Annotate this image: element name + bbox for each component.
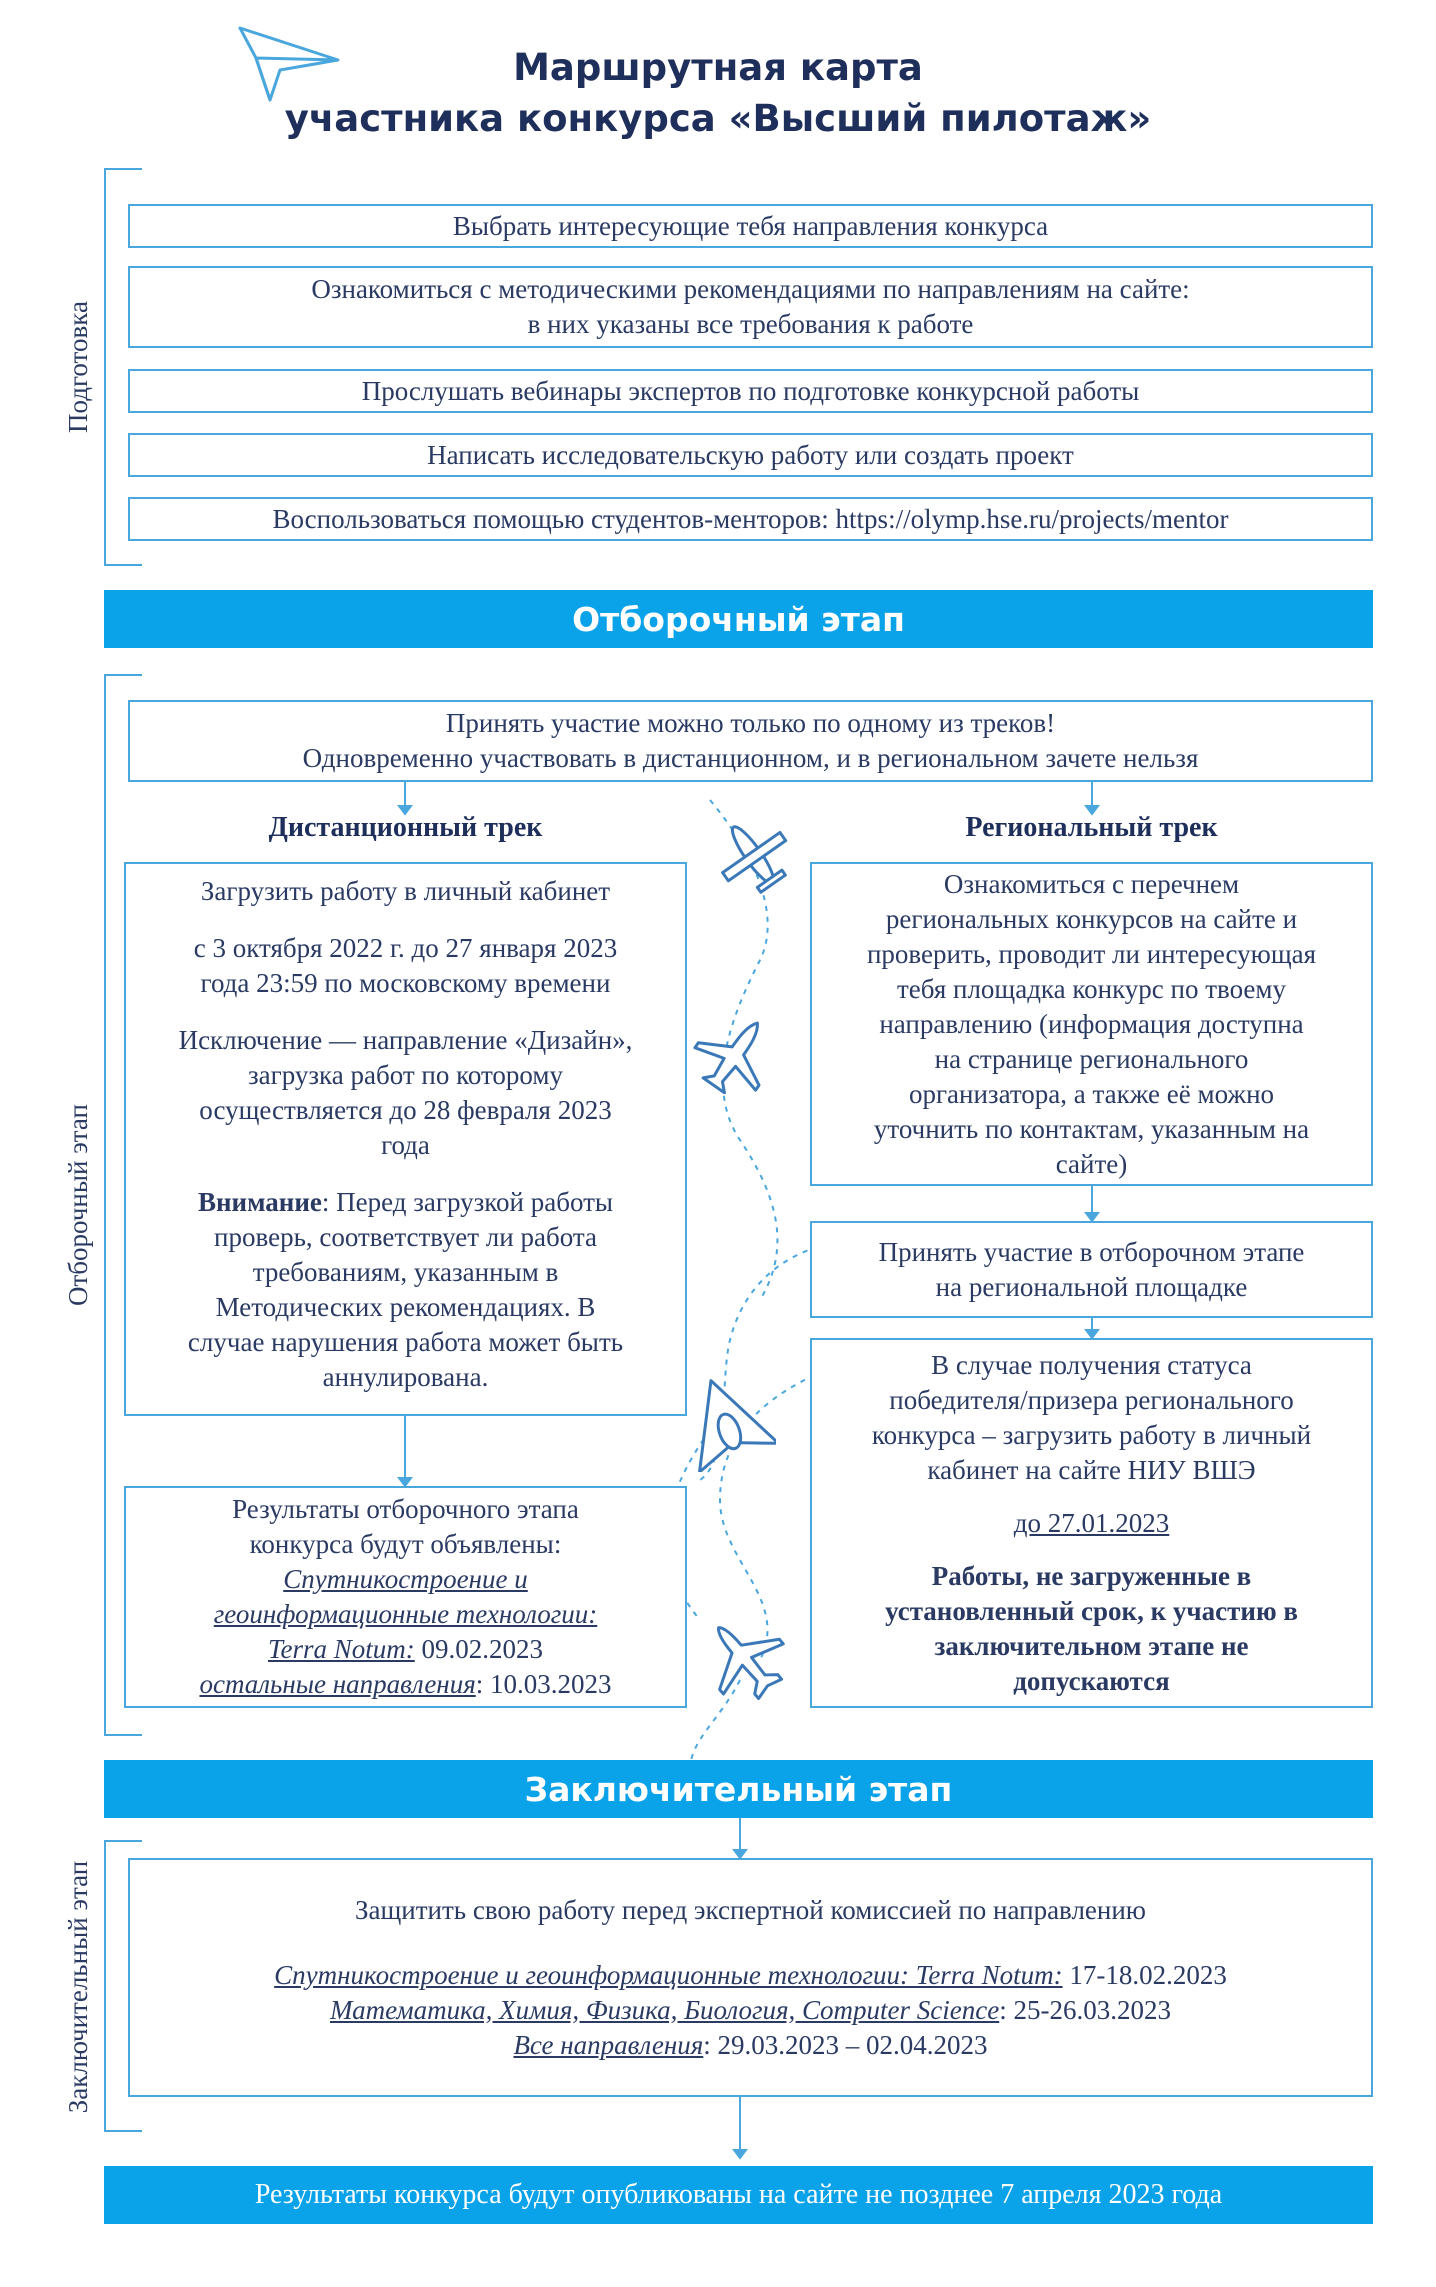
prep-step-write: Написать исследовательскую работу или создать проект [128, 433, 1373, 477]
prep-step-guidelines: Ознакомиться с методическими рекомендациями по направлениям на сайте: в них указаны все требования к работе [128, 266, 1373, 348]
qualifying-stage-banner: Отборочный этап [104, 590, 1373, 648]
distance-upload-box: Загрузить работу в личный кабинет с 3 октября 2022 г. до 27 января 2023 года 23:59 по московскому времени Исключение — направление «Дизайн», загрузка работ по которому осуществляется до 28 февраля 2023 года Внимание: Перед загрузкой работы проверь, соответствует ли работа требованиям, указанным в Методических рекомендациях. В случае нарушения работа может быть аннулирована. [124, 862, 687, 1416]
page-subtitle: участника конкурса «Высший пилотаж» [284, 97, 1152, 140]
prep-step-mentors: Воспользоваться помощью студентов-менторов: https://olymp.hse.ru/projects/mentor [128, 497, 1373, 541]
airliner-icon [700, 1614, 790, 1704]
distance-results-box: Результаты отборочного этапа конкурса будут объявлены: Спутникостроение и геоинформационные технологии: Terra Notum: 09.02.2023 остальные направления: 10.03.2023 [124, 1486, 687, 1708]
prep-step-choose: Выбрать интересующие тебя направления конкурса [128, 204, 1373, 248]
final-defense-box: Защитить свою работу перед экспертной комиссией по направлению Спутникостроение и геоинформационные технологии: Terra Notum: 17-18.02.2023 Математика, Химия, Физика, Биология, Computer Science: 25-26.03.2023 Все направления: 29.03.2023 – 02.04.2023 [128, 1858, 1373, 2097]
jet-icon [690, 1010, 780, 1100]
regional-step-upload: В случае получения статуса победителя/призера регионального конкурса – загрузить работу в личный кабинет на сайте НИУ ВШЭ до 27.01.2023 Работы, не загруженные в установленный срок, к участию в заключительном этапе не допускаются [810, 1338, 1373, 1708]
qualifying-label: Отборочный этап [63, 1104, 93, 1306]
page-title: Маршрутная карта [513, 46, 923, 89]
final-label: Заключительный этап [63, 1860, 93, 2114]
final-stage-banner: Заключительный этап [104, 1760, 1373, 1818]
delta-wing-icon [676, 1372, 776, 1472]
regional-step-check: Ознакомиться с перечнем региональных конкурсов на сайте и проверить, проводит ли интересующая тебя площадка конкурс по твоему направлению (информация доступна на странице регионального организатора, а также её можно уточнить по контактам, указанным на сайте) [810, 862, 1373, 1186]
distance-track-title: Дистанционный трек [268, 812, 543, 843]
track-notice: Принять участие можно только по одному из треков! Одновременно участвовать в дистанционном, и в региональном зачете нельзя [128, 700, 1373, 782]
prep-step-webinars: Прослушать вебинары экспертов по подготовке конкурсной работы [128, 369, 1373, 413]
airplane-icon [708, 810, 798, 900]
final-results-banner: Результаты конкурса будут опубликованы на сайте не позднее 7 апреля 2023 года [104, 2166, 1373, 2224]
preparation-label: Подготовка [63, 301, 93, 433]
regional-deadline: до 27.01.2023 [1013, 1508, 1170, 1538]
regional-track-title: Региональный трек [965, 812, 1218, 843]
regional-step-participate: Принять участие в отборочном этапе на региональной площадке [810, 1221, 1373, 1318]
